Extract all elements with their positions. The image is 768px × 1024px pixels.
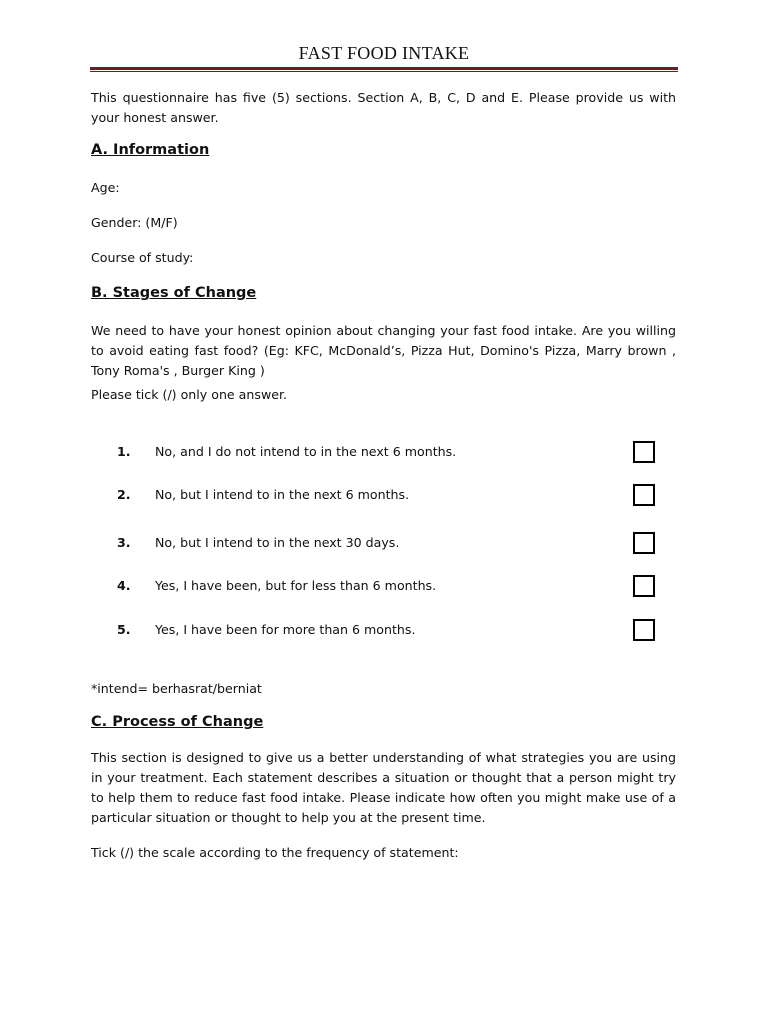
section-b-instruction: Please tick (/) only one answer. xyxy=(91,387,288,402)
option-number: 3. xyxy=(117,535,131,550)
intro-paragraph: This questionnaire has five (5) sections. Section A, B, C, D and E. Please provide us with your honest answer. xyxy=(91,90,676,125)
field-age: Age: xyxy=(91,180,120,195)
option-row xyxy=(0,484,768,508)
option-label: No, and I do not intend to in the next 6 months. xyxy=(155,444,457,459)
tick-checkbox[interactable] xyxy=(633,619,655,641)
option-row xyxy=(0,575,768,599)
intend-note: *intend= berhasrat/berniat xyxy=(91,681,262,696)
title-rule xyxy=(90,67,678,70)
tick-checkbox[interactable] xyxy=(633,575,655,597)
section-c-heading: C. Process of Change xyxy=(91,714,264,730)
section-b-heading: B. Stages of Change xyxy=(91,285,257,301)
tick-checkbox[interactable] xyxy=(633,484,655,506)
title-rule-thin xyxy=(90,71,678,72)
option-number: 4. xyxy=(117,578,131,593)
option-label: Yes, I have been for more than 6 months. xyxy=(155,622,416,637)
option-number: 2. xyxy=(117,487,131,502)
option-row xyxy=(0,532,768,556)
option-label: No, but I intend to in the next 30 days. xyxy=(155,535,400,550)
section-a-heading: A. Information xyxy=(91,142,210,158)
field-course: Course of study: xyxy=(91,250,194,265)
option-label: Yes, I have been, but for less than 6 months. xyxy=(155,578,437,593)
option-number: 1. xyxy=(117,444,131,459)
option-row xyxy=(0,441,768,465)
option-label: No, but I intend to in the next 6 months. xyxy=(155,487,410,502)
tick-checkbox[interactable] xyxy=(633,532,655,554)
document-title: FAST FOOD INTAKE xyxy=(298,43,470,63)
field-gender: Gender: (M/F) xyxy=(91,215,178,230)
tick-checkbox[interactable] xyxy=(633,441,655,463)
option-row xyxy=(0,619,768,643)
section-c-instruction: Tick (/) the scale according to the frequency of statement: xyxy=(91,845,459,860)
option-number: 5. xyxy=(117,622,131,637)
section-c-paragraph: This section is designed to give us a better understanding of what strategies you are using in your treatment. Each statement describes a situation or thought that a person might try to help them to reduce fast food intake. Please indicate how often you might make use of a particular situation or thought to help you at the present time. xyxy=(91,750,676,825)
section-b-paragraph: We need to have your honest opinion about changing your fast food intake. Are you willing to avoid eating fast food? (Eg: KFC, McDonald’s, Pizza Hut, Domino's Pizza, Marry brown , Tony Roma's , Burger King ) xyxy=(91,323,676,378)
